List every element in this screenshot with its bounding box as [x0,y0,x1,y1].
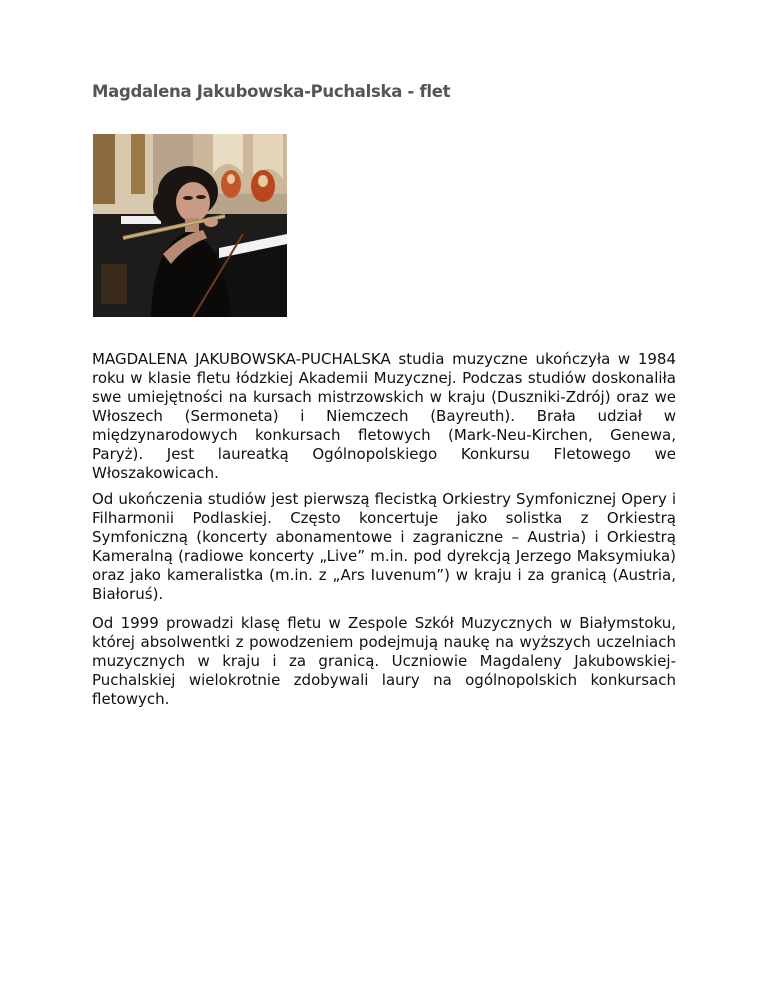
flutist-photo-illustration [93,134,287,317]
teaching-paragraph: Od 1999 prowadzi klasę fletu w Zespole Szkół Muzycznych w Białymstoku, której absolwentki z powodzeniem podejmują naukę na wyższych uczelniach muzycznych w kraju i za granicą. Uczniowie Magdaleny Jakubowskiej-Puchalskiej wielokrotnie zdobywali laury na ogólnopolskich konkursach fletowych. [92,614,676,708]
portrait-photo [93,134,287,317]
page-title: Magdalena Jakubowska-Puchalska - flet [92,82,451,101]
career-paragraph: Od ukończenia studiów jest pierwszą flecistką Orkiestry Symfonicznej Opery i Filharmonii Podlaskiej. Często koncertuje jako solistka z Orkiestrą Symfoniczną (koncerty abonamentowe i zagraniczne – Austria) i Orkiestrą Kameralną (radiowe koncerty „Live” m.in. pod dyrekcją Jerzego Maksymiuka) oraz jako kameralistka (m.in. z „Ars Iuvenum”) w kraju i za granicą (Austria, Białoruś). [92,490,676,603]
bio-paragraph: MAGDALENA JAKUBOWSKA-PUCHALSKA studia muzyczne ukończyła w 1984 roku w klasie fletu łódzkiej Akademii Muzycznej. Podczas studiów doskonaliła swe umiejętności na kursach mistrzowskich w kraju (Duszniki-Zdrój) oraz we Włoszech (Sermoneta) i Niemczech (Bayreuth). Brała udział w międzynarodowych konkursach fletowych (Mark-Neu-Kirchen, Genewa, Paryż). Jest laureatką Ogólnopolskiego Konkursu Fletowego we Włoszakowicach. [92,350,676,482]
